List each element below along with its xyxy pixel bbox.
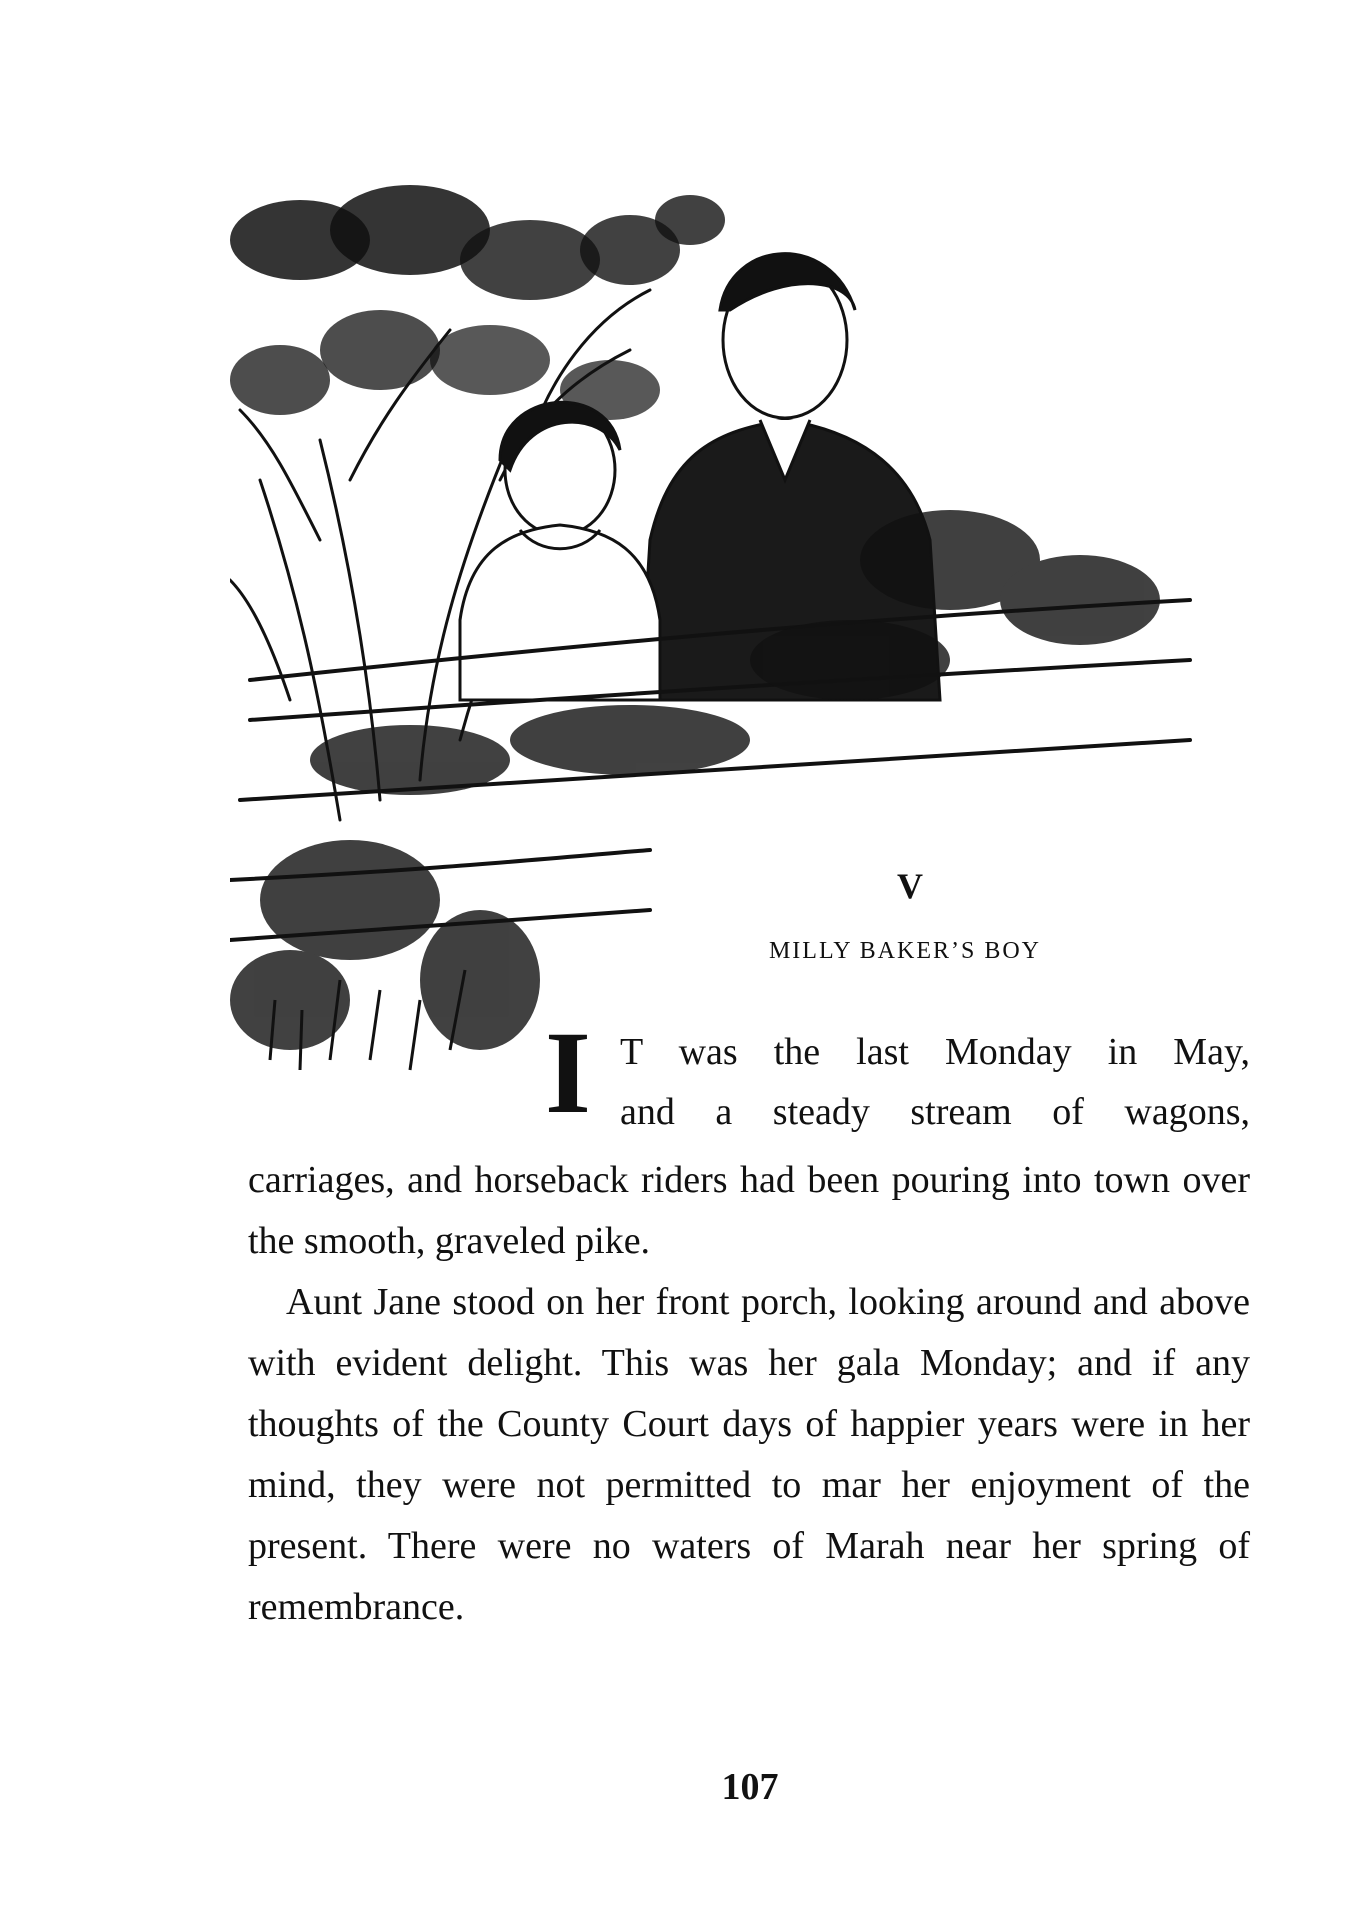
- body-text: [248, 1150, 1250, 1638]
- paragraph: Aunt Jane stood on her front porch, looking around and above with evident delight. This was her gala Monday; and if any thoughts of the County Court days of happier years were in her mind, they were not permitted to mar her enjoyment of the present. There were no waters of Marah near her spring of remembrance.: [248, 1281, 1250, 1628]
- opening-line-1: T was the last Monday in May,: [620, 1031, 1250, 1073]
- chapter-number: V: [897, 866, 923, 906]
- page-number: 107: [721, 1766, 779, 1808]
- paragraph: carriages, and horseback riders had been pouring into town over the smooth, graveled pike.: [248, 1159, 1250, 1262]
- drop-cap: I: [545, 1007, 591, 1138]
- opening-line-2: and a steady stream of wagons,: [620, 1091, 1250, 1133]
- chapter-title: MILLY BAKER’S BOY: [768, 938, 1042, 964]
